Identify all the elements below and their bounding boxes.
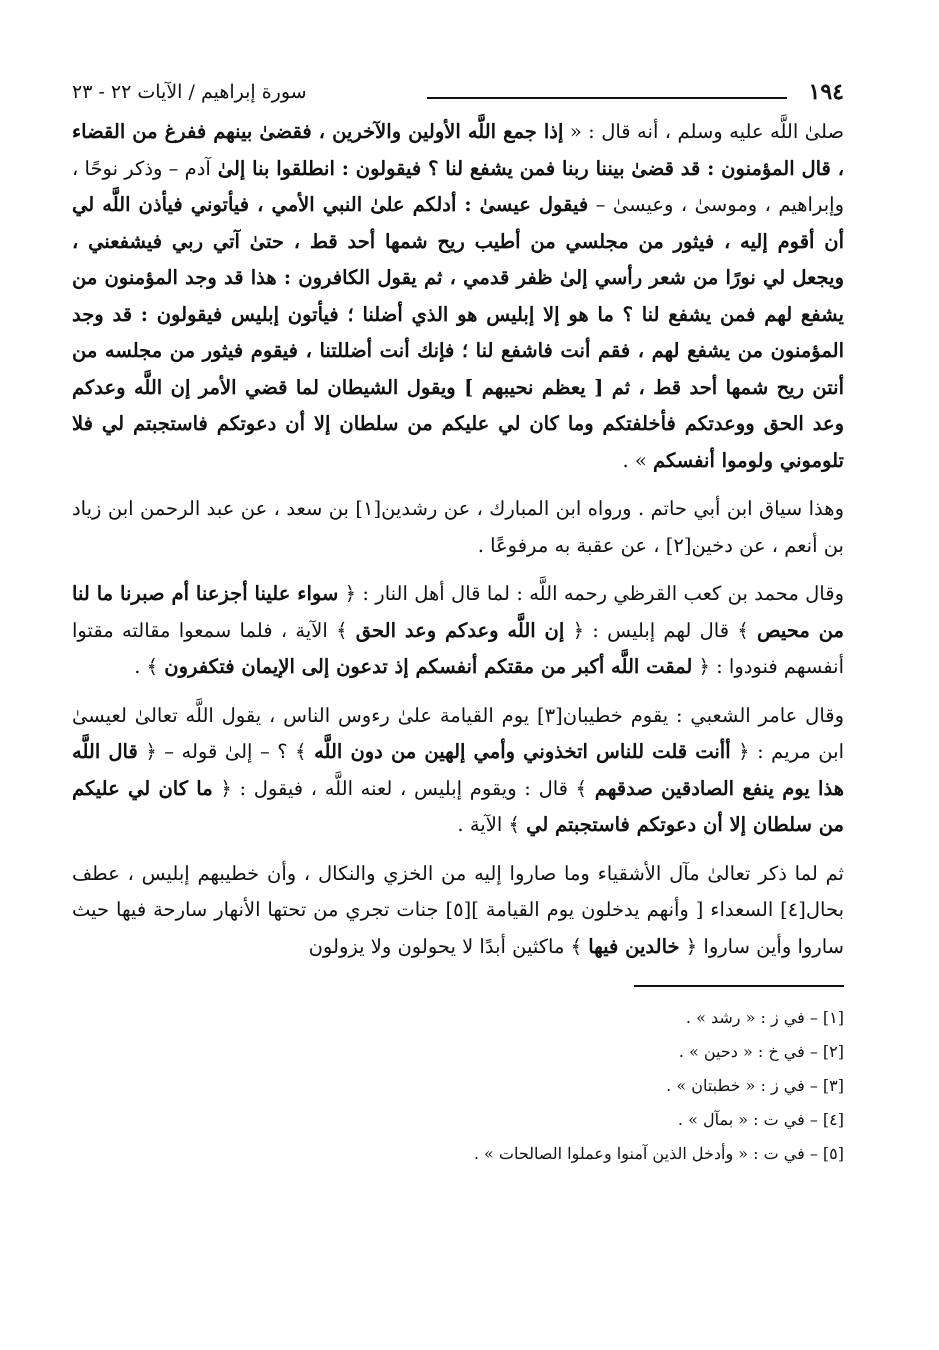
commentary-text: آدم – وذكر نوحًا ، وإبراهيم ، وموسىٰ ، وعيسىٰ – — [72, 156, 844, 216]
body-text — [72, 114, 844, 965]
footnote: [٤] – في ت : « بمآل » . — [677, 1110, 844, 1129]
quoted-text: إن اللَّه وعدكم وعد الحق — [355, 618, 565, 642]
paragraph — [72, 576, 844, 686]
commentary-text: ﴾ قال : ويقوم إبليس ، لعنه اللَّه ، فيقول : ﴿ — [212, 776, 595, 800]
footnotes — [72, 1001, 844, 1171]
footnote: [٥] – في ت : « وأدخل الذين آمنوا وعملوا الصالحات » . — [473, 1144, 844, 1163]
quoted-text: إذا جمع اللَّه الأولين والآخرين ، فقضىٰ بينهم ففرغ من القضاء ، قال المؤمنون : قد قضىٰ بيننا ربنا فمن يشفع لنا ؟ فيقولون : انطلقوا بنا إلىٰ — [72, 120, 845, 180]
quoted-text: أأنت قلت للناس اتخذوني وأمي إلهين من دون اللَّه — [314, 740, 731, 763]
quoted-text: ما كان لي عليكم من سلطان إلا أن دعوتكم فاستجبتم لي — [72, 776, 844, 836]
quoted-text: خالدين فيها — [588, 934, 680, 958]
quoted-text: فيقول عيسىٰ : أدلكم علىٰ النبي الأمي ، فيأتوني فيأذن اللَّه لي أن أقوم إليه ، فيثور من مجلسي من أطيب ريح شمها أحد قط ، حتىٰ آتي ربي فيشفعني ، ويجعل لي نورًا من شعر رأسي إلىٰ ظفر قدمي ، ثم يقول الكافرون : هذا قد وجد المؤمنون من يشفع لهم فمن يشفع لنا ؟ ما هو إلا إبليس هو الذي أضلنا ؛ فيأتون إبليس فيقولون : قد وجد المؤمنون من يشفع لهم ، فقم أنت فاشفع لنا ؛ فإنك أنت أضللتنا ، فيقوم فيثور من مجلسه من أنتن ريح شمها أحد قط ، ثم [ يعظم نحيبهم ] ويقول الشيطان لما قضي الأمر إن اللَّه وعدكم وعد الحق ووعدتكم فأخلفتكم وما كان لي عليكم من سلطان إلا أن دعوتكم فاستجبتم لي فلا تلوموني ولوموا أنفسكم — [72, 193, 844, 472]
header-rule — [427, 97, 787, 99]
quoted-text: سواء علينا أجزعنا أم صبرنا ما لنا من محيص — [72, 582, 844, 642]
footnote: [١] – في ز : « رشد » . — [685, 1008, 844, 1027]
running-title: سورة إبراهيم / الآيات ٢٢ - ٢٣ — [72, 81, 307, 103]
page-number: ١٩٤ — [808, 79, 844, 105]
paragraph — [72, 114, 844, 479]
commentary-text: ﴾ قال لهم إبليس : ﴿ — [564, 618, 758, 642]
running-header — [72, 70, 844, 114]
commentary-text: وقال محمد بن كعب القرظي رحمه اللَّه : لما قال أهل النار : ﴿ — [338, 582, 844, 605]
commentary-text: » . — [622, 448, 654, 472]
footnote: [٢] – في خ : « دحين » . — [678, 1042, 844, 1061]
paragraph — [72, 698, 844, 844]
footnote-separator — [634, 985, 844, 987]
quoted-text: لمقت اللَّه أكبر من مقتكم أنفسكم إذ تدعون إلى الإيمان فتكفرون — [164, 655, 693, 678]
commentary-text: ﴾ ماكثين أبدًا لا يحولون ولا يزولون — [308, 934, 589, 958]
commentary-text: وقال عامر الشعبي : يقوم خطيبان[٣] يوم القيامة علىٰ رءوس الناس ، يقول اللَّه تعالىٰ لعيسىٰ ابن مريم : ﴿ — [72, 703, 845, 763]
commentary-text: ثم لما ذكر تعالىٰ مآل الأشقياء وما صاروا إليه من الخزي والنكال ، وأن خطيبهم إبليس ، عطف بحال[٤] السعداء [ وأنهم يدخلون يوم القيامة ][٥] جنات تجري من تحتها الأنهار سارحة فيها حيث ساروا وأين ساروا ﴿ — [72, 861, 845, 958]
paragraph — [72, 491, 844, 564]
commentary-text: ﴾ الآية ، فلما سمعوا مقالته مقتوا أنفسهم فنودوا : ﴿ — [72, 618, 844, 678]
footnote: [٣] – في ز : « خطبتان » . — [666, 1076, 844, 1095]
commentary-text: ﴾ . — [134, 655, 165, 678]
book-page — [72, 70, 844, 1171]
commentary-text: وهذا سياق ابن أبي حاتم . ورواه ابن المبارك ، عن رشدين[١] بن سعد ، عن عبد الرحمن ابن زياد بن أنعم ، عن دخين[٢] ، عن عقبة به مرفوعًا . — [72, 497, 844, 557]
commentary-text: صلىٰ اللَّه عليه وسلم ، أنه قال : « — [563, 120, 845, 143]
commentary-text: ﴾ الآية . — [457, 813, 527, 836]
paragraph — [72, 856, 844, 966]
quoted-text: قال اللَّه هذا يوم ينفع الصادقين صدقهم — [72, 740, 844, 800]
commentary-text: ﴾ ؟ – إلىٰ قوله – ﴿ — [137, 740, 315, 763]
